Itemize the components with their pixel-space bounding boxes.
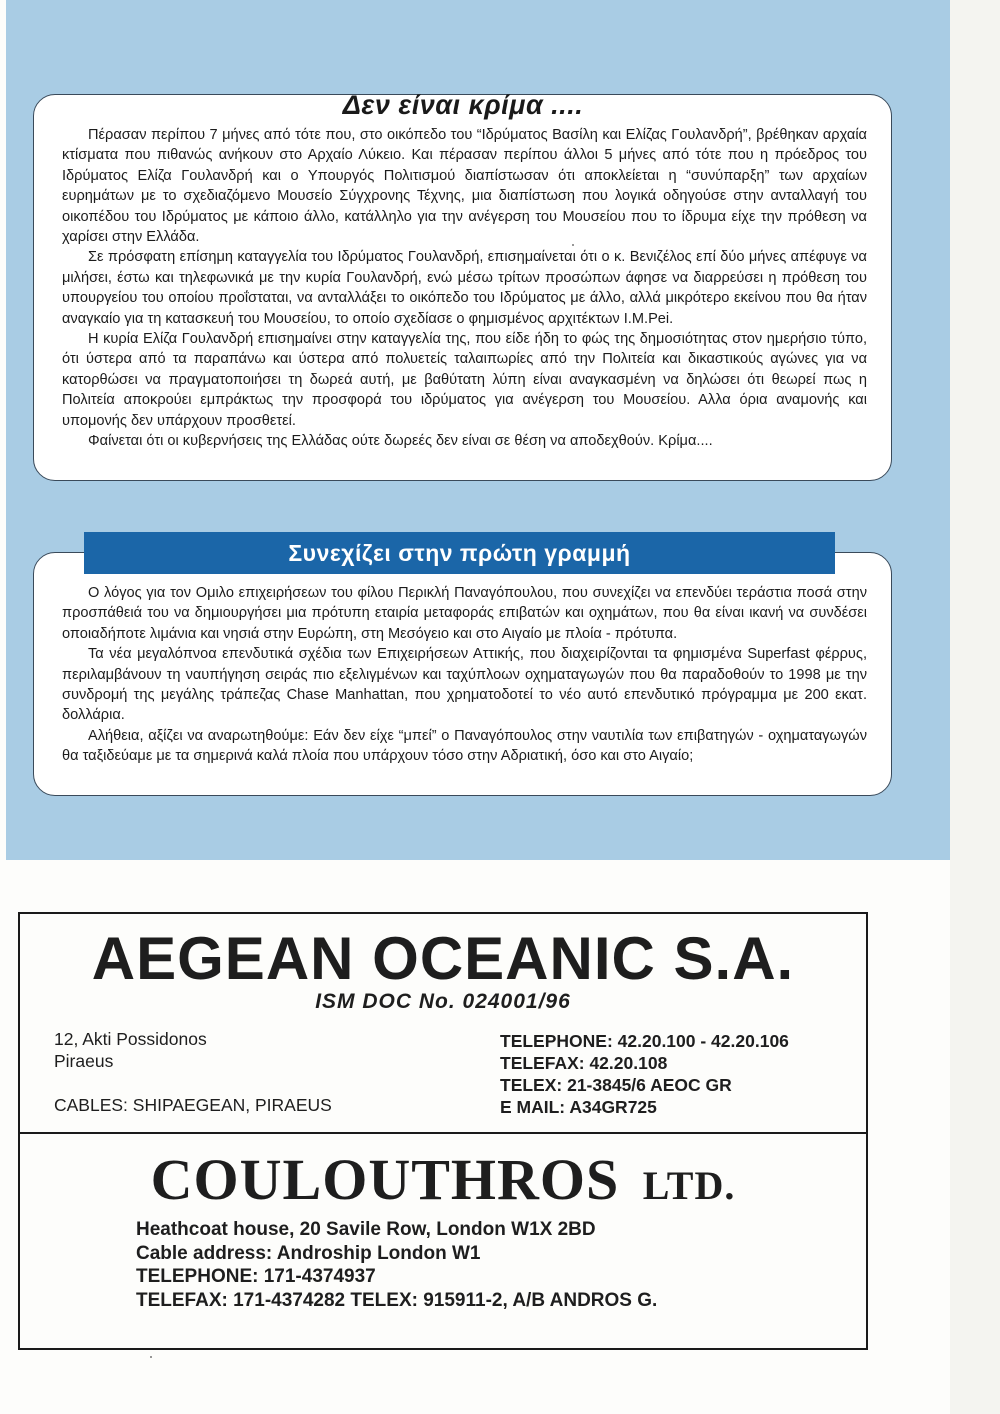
aegean-telephone: TELEPHONE: 42.20.100 - 42.20.106 bbox=[500, 1031, 789, 1051]
coulouthros-name: COULOUTHROS bbox=[150, 1147, 620, 1212]
aegean-ism-doc: ISM DOC No. 024001/96 bbox=[315, 990, 571, 1013]
article2-paragraph-3: Αλήθεια, αξίζει να αναρωτηθούμε: Εάν δεν είχε “μπεί” ο Παναγόπουλος στην ναυτιλία των επιβατηγών - οχηματαγωγών θα ταξιδεύαμε με τα σημερινά καλά πλοία που υπάρχουν τόσο στην Αδριατική, όσο και στο Αιγαίο; bbox=[62, 727, 867, 765]
article-box-2 bbox=[33, 552, 892, 796]
article1-title: Δεν είναι κρίμα .... bbox=[342, 90, 584, 120]
article1-paragraph-3: Η κυρία Ελίζα Γουλανδρή επισημαίνει στην καταγγελία της, που είδε ήδη το φώς της δημοσιότητας στον ημερήσιο τύπο, ότι ύστερα από τα παραπάνω και ύστερα από πολυετείς ταλαιπωρίες από την Πολιτεία και δικαστικούς αγώνες για να κατορθώσει να πραγματοποιήσει τη δωρεά αυτή, με βαθύτατη λύπη είναι αναγκασμένη να δηλώσει ότι θεωρεί πως η Πολιτεία αποκρούει εμπράκτως την προσφορά του ιδρύματος για ανέγερση του Μουσείου. Αλλα όρια αναμονής και υπομονής δεν υπάρχουν προσθετεί. bbox=[62, 331, 867, 429]
aegean-email: E MAIL: A34GR725 bbox=[500, 1097, 657, 1117]
article2-paragraph-2: Τα νέα μεγαλόπνοα επενδυτικά σχέδια των Επιχειρήσεων Αττικής, που διαχειρίζονται τα φημισμένα Superfast φέρρυς, περιλαμβάνουν τη ναυπήγηση σειράς πιο εξελιγμένων και ταχύπλοων οχηματαγωγών που θα παραδοθούν το 1998 με την συνδρομή της μεγάλης τράπεζας Chase Manhattan, που χρηματοδοτεί το νέο αυτό επενδυτικό πρόγραμμα με 200 εκατ. δολλάρια. bbox=[62, 646, 867, 724]
coulouthros-address: Heathcoat house, 20 Savile Row, London W1X 2BD bbox=[136, 1219, 596, 1240]
article2-title: Συνεχίζει στην πρώτη γραμμή bbox=[84, 532, 835, 574]
article2-paragraph-1: Ο λόγος για τον Ομιλο επιχειρήσεων του φίλου Περικλή Παναγόπουλου, που συνεχίζει να επενδύει τεράστια ποσά στην προσπάθειά του να δημιουργήσει μια πρότυπη εταιρία μεταφοράς επιβατών και οχημάτων, που θα είναι ικανή να συνδέσει οποιαδήποτε λιμάνια και νησιά στην Ευρώπη, στη Μεσόγειο και στο Αιγαίο με πλοία - πρότυπα. bbox=[62, 585, 867, 642]
advertisement-box bbox=[18, 912, 868, 1350]
aegean-address-line-1: 12, Akti Possidonos bbox=[54, 1029, 207, 1049]
article1-paragraph-4: Φαίνεται ότι οι κυβερνήσεις της Ελλάδας ούτε δωρεές δεν είναι σε θέση να αποδεχθούν. Κρίμα.... bbox=[88, 433, 713, 450]
aegean-telex: TELEX: 21-3845/6 AEOC GR bbox=[500, 1075, 732, 1095]
coulouthros-telephone: TELEPHONE: 171-4374937 bbox=[136, 1266, 376, 1287]
print-speck bbox=[150, 1356, 152, 1358]
coulouthros-telefax-telex: TELEFAX: 171-4374282 TELEX: 915911-2, A/B ANDROS G. bbox=[136, 1289, 658, 1311]
article1-paragraph-1: Πέρασαν περίπου 7 μήνες από τότε που, στο οικόπεδο του “Ιδρύματος Βασίλη και Ελίζας Γουλανδρή”, βρέθηκαν αρχαία κτίσματα που πιθανώς ανήκουν στο Αρχαίο Λύκειο. Και πέρασαν περίπου άλλοι 5 μήνες από τότε που η πρόεδρος του Ιδρύματος Ελίζα Γουλανδρή και ο Υπουργός Πολιτισμού διαπίστωσαν ότι αποκλείεται η “συνύπαρξη” των αρχαίων ευρημάτων με το σχεδιαζόμενο Μουσείο Σύγχρονης Τέχνης, μια διαπίστωση που λογικά οδηγούσε στην ανταλλαγή του οικοπέδου του Ιδρύματος με κάποιο άλλο, κατάλληλο για την ανέγερση του Μουσείου που το ίδρυμα είχε την πρόθεση να χαρίσει στην Ελλάδα. bbox=[62, 127, 867, 246]
article-box-1 bbox=[33, 94, 892, 481]
coulouthros-suffix: LTD. bbox=[642, 1163, 736, 1208]
aegean-company-name: AEGEAN OCEANIC S.A. bbox=[91, 925, 795, 992]
coulouthros-cable: Cable address: Androship London W1 bbox=[136, 1242, 481, 1264]
article1-paragraph-2: Σε πρόσφατη επίσημη καταγγελία του Ιδρύματος Γουλανδρή, επισημαίνεται ότι ο κ. Βενιζέλος επί δύο μήνες απέφυγε να μιλήσει, έστω και τηλεφωνικά με την κυρία Γουλανδρή, ενώ μέσω τρίτων προσώπων άφησε να διαρρεύσει η πρόθεση του υπουργείου του οποίου προΐσταται, να ανταλλάξει το οικόπεδο του Ιδρύματος με άλλο, αλλά μικρότερο εκείνου που θα ήταν αναγκαίο για τη κατασκευή του Μουσείου, το οποίο σχεδίασε ο φημισμένος αρχιτέκτων I.M.Pei. bbox=[62, 249, 867, 327]
print-speck bbox=[572, 244, 574, 246]
coulouthros-company-name bbox=[20, 1146, 866, 1213]
aegean-address-line-2: Piraeus bbox=[54, 1051, 114, 1071]
coulouthros-details bbox=[136, 1218, 657, 1312]
aegean-telefax: TELEFAX: 42.20.108 bbox=[500, 1053, 668, 1073]
aegean-cables: CABLES: SHIPAEGEAN, PIRAEUS bbox=[54, 1095, 332, 1115]
ad-divider bbox=[20, 1132, 866, 1134]
page-edge-shadow bbox=[950, 0, 1000, 1414]
